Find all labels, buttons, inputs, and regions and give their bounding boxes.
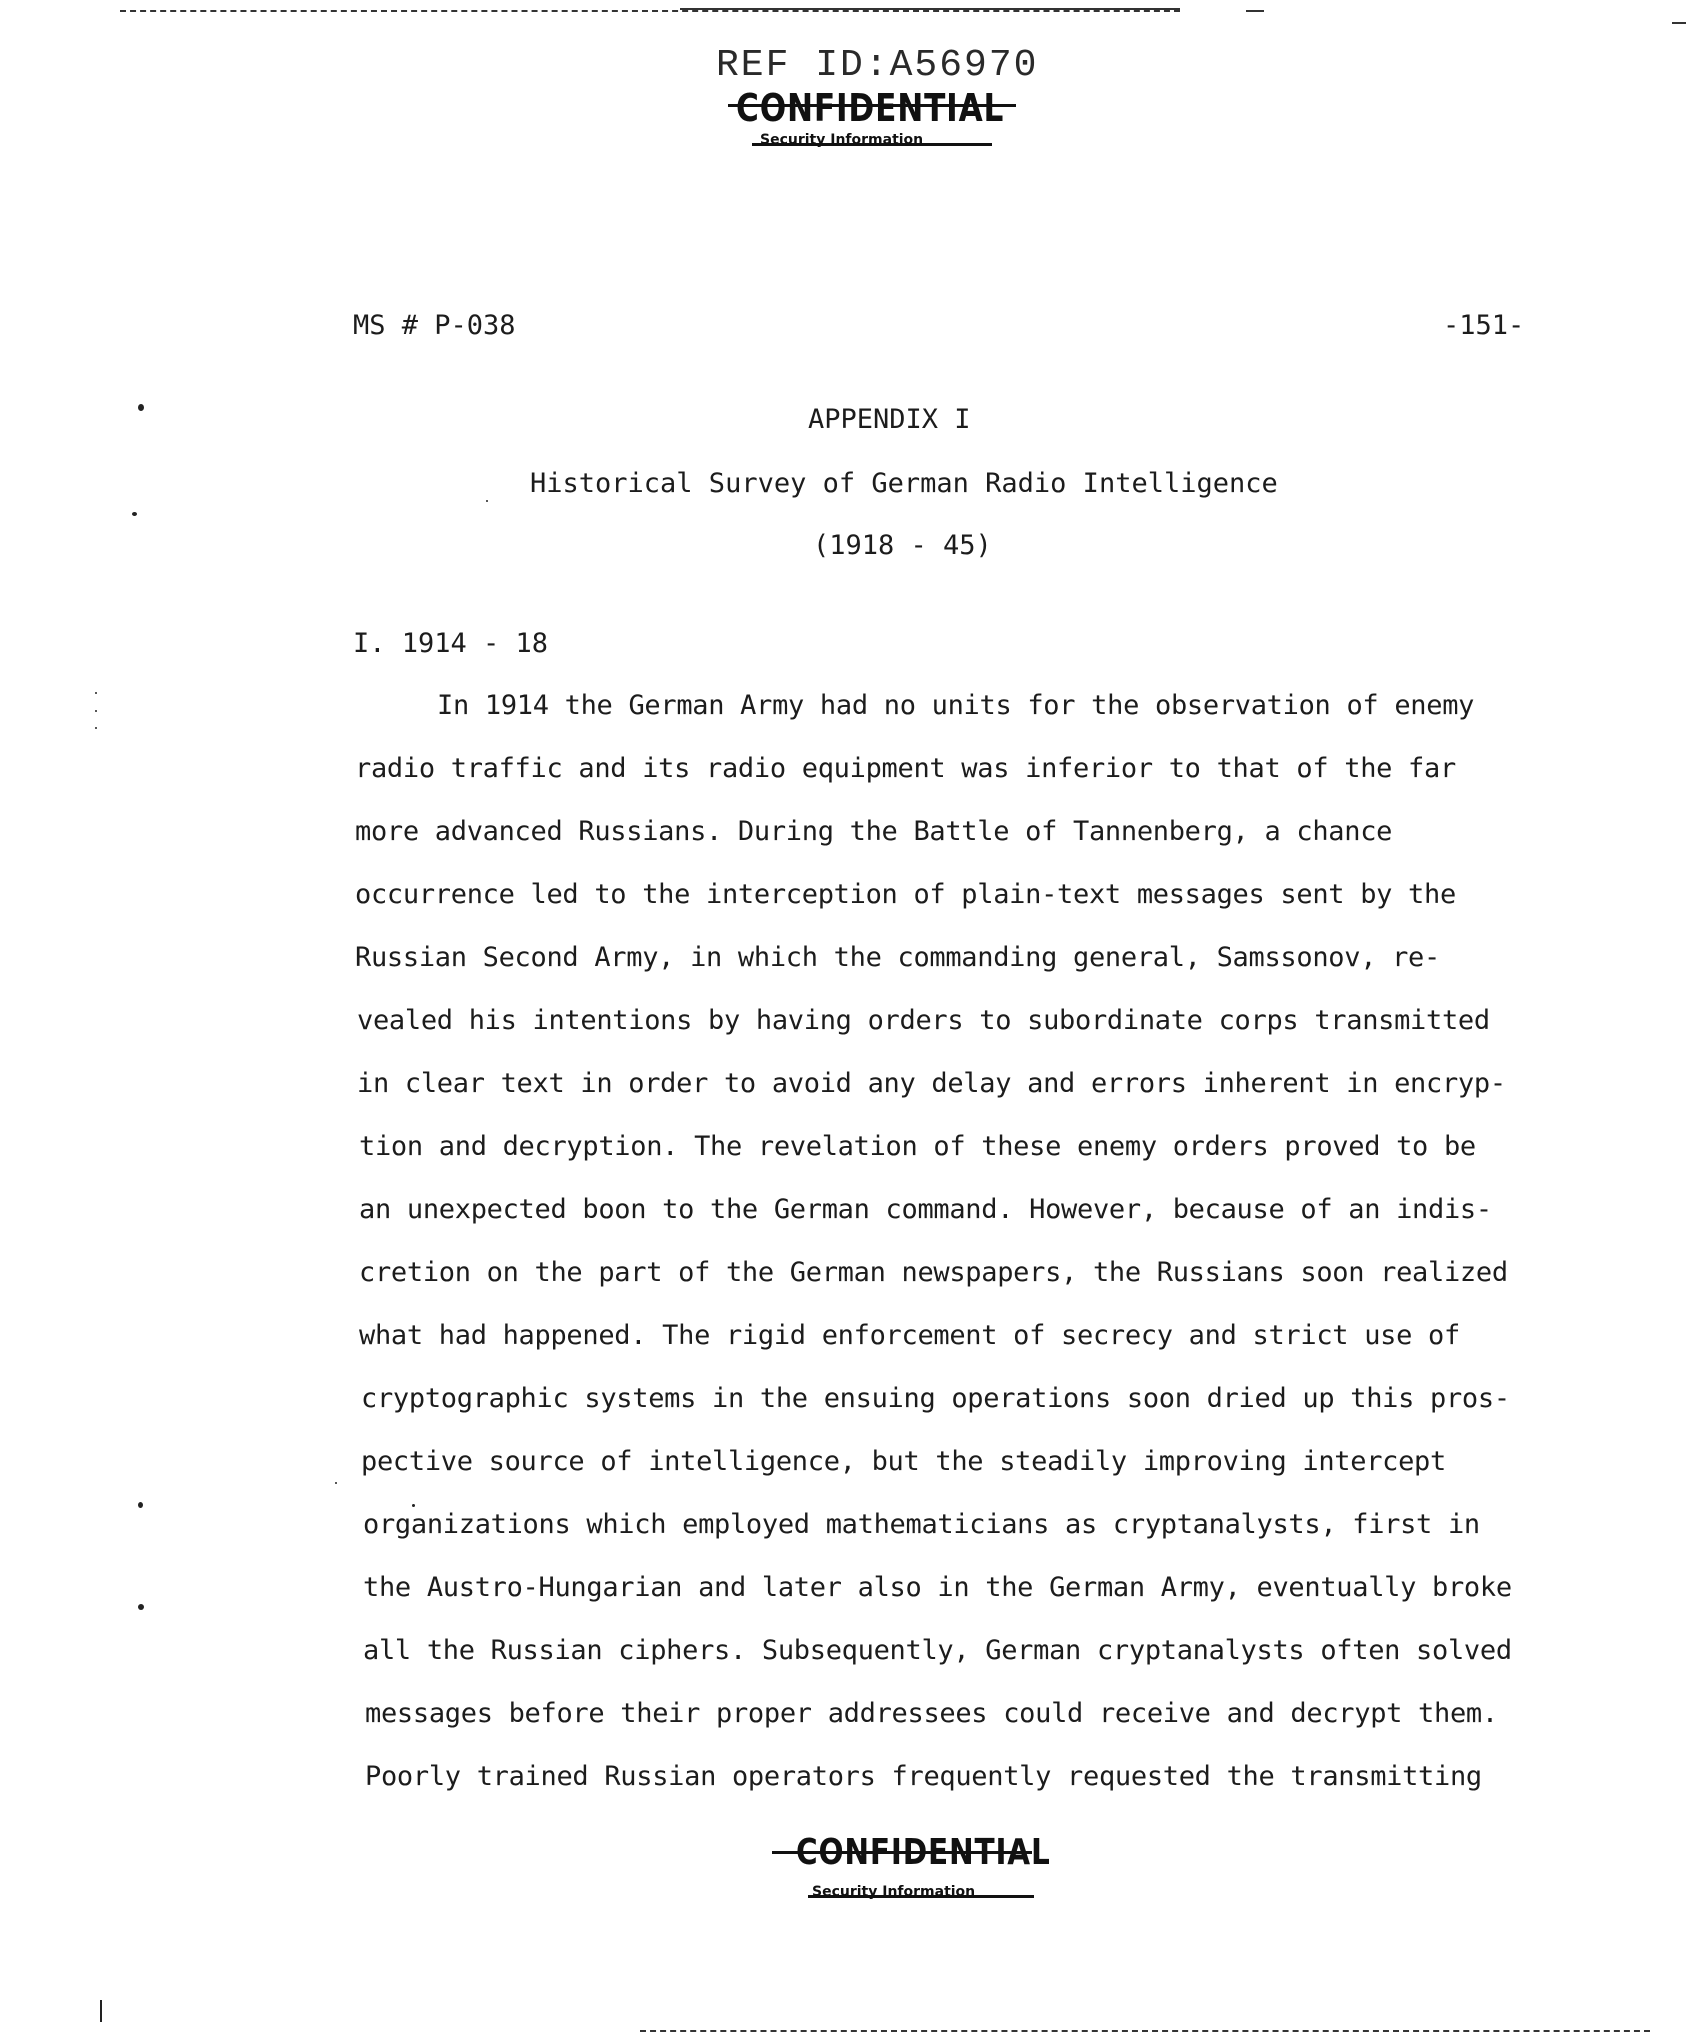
survey-title: Historical Survey of German Radio Intelligence	[530, 468, 1278, 499]
margin-speck	[95, 692, 97, 694]
margin-speck	[412, 1504, 415, 1507]
classification-stamp-bottom: CONFIDENTIAL	[796, 1832, 1051, 1873]
classification-subtitle-bottom: Security Information	[812, 1884, 976, 1900]
margin-speck	[95, 727, 97, 729]
margin-speck	[486, 500, 488, 502]
scan-top-solid-line	[680, 8, 1180, 10]
margin-speck	[138, 1604, 144, 1610]
classification-subtitle-top: Security Information	[760, 132, 924, 148]
classification-subtitle-strike-top	[752, 143, 992, 146]
appendix-title: APPENDIX I	[808, 404, 971, 435]
margin-speck	[95, 710, 97, 712]
ref-id-stamp: REF ID:A56970	[716, 44, 1039, 87]
margin-vertical-mark	[100, 2000, 102, 2022]
body-line: Poorly trained Russian operators frequently requested the transmitting	[365, 1761, 1482, 1792]
page-number: -151-	[1443, 310, 1525, 341]
body-line: in clear text in order to avoid any delay and errors inherent in encryp-	[357, 1068, 1506, 1099]
classification-strike-top	[728, 104, 1016, 107]
ms-number: MS # P-038	[353, 310, 516, 341]
body-line: occurrence led to the interception of plain-text messages sent by the	[355, 879, 1456, 910]
body-line: In 1914 the German Army had no units for the observation of enemy	[437, 690, 1475, 721]
scan-top-right-mark	[1246, 10, 1264, 12]
classification-strike-bottom	[772, 1851, 1032, 1854]
body-line: more advanced Russians. During the Battle of Tannenberg, a chance	[355, 816, 1393, 847]
body-line: radio traffic and its radio equipment was inferior to that of the far	[355, 753, 1456, 784]
body-line: an unexpected boon to the German command. However, because of an indis-	[359, 1194, 1492, 1225]
survey-years: (1918 - 45)	[813, 530, 992, 561]
body-line: the Austro-Hungarian and later also in the German Army, eventually broke	[363, 1572, 1512, 1603]
section-heading: I. 1914 - 18	[353, 628, 549, 659]
body-line: tion and decryption. The revelation of these enemy orders proved to be	[359, 1131, 1476, 1162]
classification-stamp-top: CONFIDENTIAL	[736, 86, 1005, 130]
margin-speck	[132, 512, 137, 516]
body-line: vealed his intentions by having orders to subordinate corps transmitted	[357, 1005, 1490, 1036]
scan-right-edge-mark	[1672, 22, 1686, 24]
scan-bottom-dashed-line	[640, 2030, 1650, 2032]
scan-top-dashed-line	[120, 10, 1180, 12]
margin-speck	[138, 404, 144, 411]
margin-speck	[138, 1502, 143, 1508]
body-line: cryptographic systems in the ensuing operations soon dried up this pros-	[361, 1383, 1510, 1414]
body-line: all the Russian ciphers. Subsequently, German cryptanalysts often solved	[363, 1635, 1512, 1666]
body-line: messages before their proper addressees could receive and decrypt them.	[365, 1698, 1498, 1729]
body-line: cretion on the part of the German newspapers, the Russians soon realized	[359, 1257, 1508, 1288]
margin-speck	[335, 1482, 337, 1484]
body-line: pective source of intelligence, but the steadily improving intercept	[361, 1446, 1446, 1477]
body-line: what had happened. The rigid enforcement of secrecy and strict use of	[359, 1320, 1460, 1351]
classification-subtitle-strike-bottom	[808, 1895, 1034, 1898]
body-line: Russian Second Army, in which the commanding general, Samssonov, re-	[355, 942, 1440, 973]
body-line: organizations which employed mathematicians as cryptanalysts, first in	[363, 1509, 1480, 1540]
